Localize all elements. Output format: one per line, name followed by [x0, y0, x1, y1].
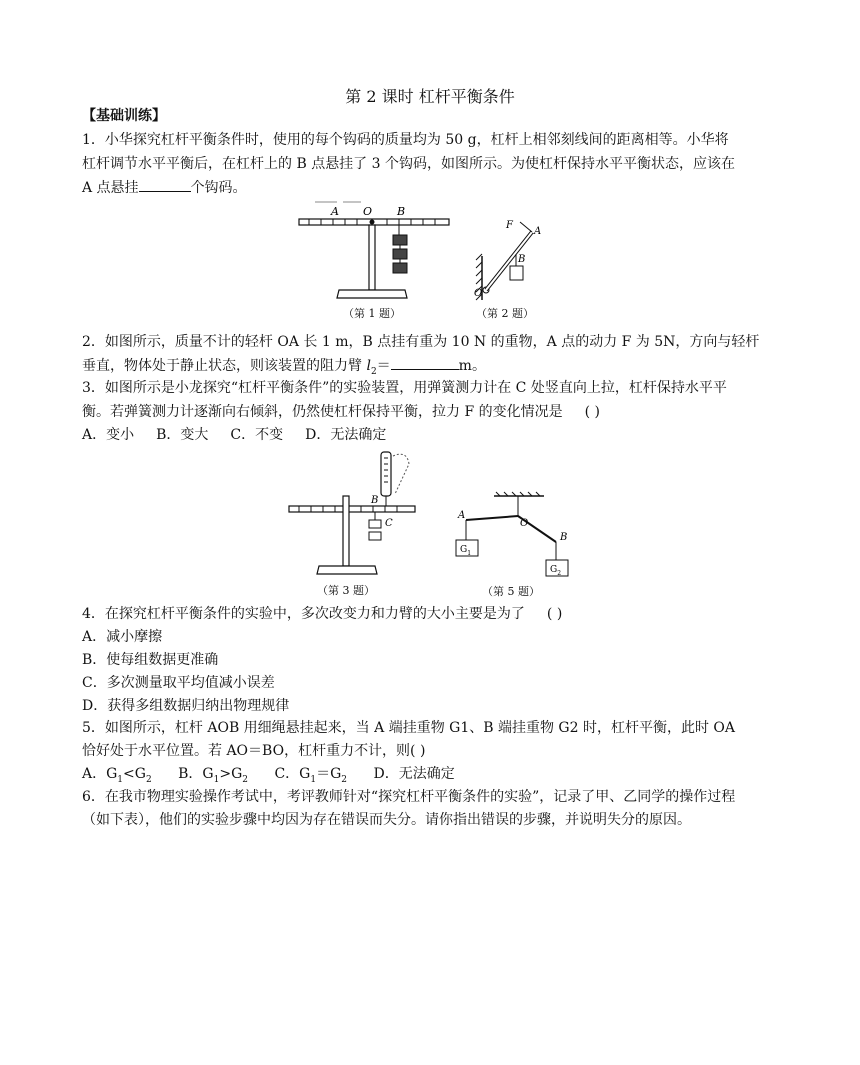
- q2-equals: ＝: [376, 358, 391, 374]
- fig1-label-a: A: [331, 205, 339, 218]
- q4-option-d[interactable]: D．获得多组数据归纳出物理规律: [82, 698, 290, 714]
- fig2-label-a: A: [534, 226, 542, 237]
- q5-options: [82, 764, 782, 790]
- q3-option-c[interactable]: C．不变: [230, 427, 284, 443]
- q4-stem-text: 4．在探究杠杆平衡条件的实验中，多次改变力和力臂的大小主要是为了: [82, 606, 525, 622]
- fig5-label-b: B: [560, 532, 568, 543]
- fig5-label-g1: $G_1$: [460, 545, 472, 557]
- q4-option-c[interactable]: C．多次测量取平均值减小误差: [82, 675, 275, 691]
- q1-line3-start: A 点悬挂: [82, 180, 139, 196]
- fig2-label-f: F: [506, 220, 513, 231]
- q2-var-l: l: [366, 358, 371, 374]
- fig2-caption: （第 2 题）: [476, 307, 534, 320]
- q3-options: [82, 425, 782, 445]
- spring-scale-lever-diagram: [285, 446, 425, 581]
- q2-answer-blank[interactable]: [391, 355, 459, 370]
- q2-line2-end: m。: [458, 358, 486, 374]
- fig1-label-o: O: [363, 205, 373, 218]
- q6-line2: （如下表），他们的实验步骤中均因为存在错误而失分。请你指出错误的步骤，并说明失分的原因。: [82, 812, 691, 828]
- q3-option-b[interactable]: B．变大: [156, 427, 209, 443]
- figure-3: [285, 446, 425, 598]
- q2-var-sub: 2: [370, 366, 377, 377]
- q2-line2-start: 垂直，物体处于静止状态，则该装置的阻力臂: [82, 358, 367, 374]
- figure-2: [472, 218, 562, 325]
- q5-option-c[interactable]: C．$G_1=G_2$: [274, 766, 348, 785]
- q6-line1: 6．在我市物理实验操作考试中，考评教师针对“探究杠杆平衡条件的实验”，记录了甲、乙同学的操作过程: [82, 789, 736, 805]
- fig5-label-o: O: [520, 518, 529, 529]
- q1-line2: 杠杆调节水平平衡后，在杠杆上的 B 点悬挂了 3 个钩码，如图所示。为使杠杆保持水平平衡状态，应该在: [82, 156, 735, 172]
- q1-line1: 1．小华探究杠杆平衡条件时，使用的每个钩码的质量均为 50 g，杠杆上相邻刻线间的距离相等。小华将: [82, 132, 729, 148]
- fig5-label-g2: $G_2$: [550, 565, 562, 577]
- q1-line3: [82, 177, 782, 198]
- fig2-label-o: O: [474, 288, 483, 299]
- q5-line1: 5．如图所示，杠杆 AOB 用细绳悬挂起来，当 A 端挂重物 G1、B 端挂重物 G2 时，杠杆平衡，此时 OA: [82, 720, 736, 736]
- section-label: 【基础训练】: [82, 108, 166, 124]
- fig5-label-a: A: [458, 510, 466, 521]
- q3-option-a[interactable]: A．变小: [82, 427, 135, 443]
- q2-line1: 2．如图所示，质量不计的轻杆 OA 长 1 m，B 点挂有重为 10 N 的重物，A 点的动力 F 为 5N，方向与轻杆: [82, 334, 760, 350]
- q5-option-a[interactable]: A．$G_1<G_2$: [82, 766, 152, 785]
- q3-line2: [82, 402, 782, 422]
- q4-answer-paren[interactable]: ( ): [546, 606, 563, 622]
- page-title: 第 2 课时 杠杆平衡条件: [345, 87, 515, 106]
- q4-stem: [82, 604, 782, 624]
- figure-5: [448, 490, 583, 598]
- fig3-label-b: B: [371, 495, 379, 506]
- fig2-label-b: B: [518, 254, 526, 265]
- q1-line3-end: 个钩码。: [190, 180, 247, 196]
- q5-line2: 恰好处于水平位置。若 AO＝BO，杠杆重力不计，则( ): [82, 743, 426, 759]
- fig3-caption: （第 3 题）: [317, 584, 375, 597]
- fig5-caption: （第 5 题）: [482, 585, 540, 598]
- fig3-label-c: C: [385, 518, 393, 529]
- q1-answer-blank[interactable]: [139, 177, 191, 192]
- figure-1: [295, 200, 455, 325]
- q4-option-a[interactable]: A．减小摩擦: [82, 629, 163, 645]
- fig1-caption: （第 1 题）: [343, 307, 401, 320]
- q3-line1: 3．如图所示是小龙探究“杠杆平衡条件”的实验装置，用弹簧测力计在 C 处竖直向上拉，杠杆保持水平平: [82, 380, 727, 396]
- q3-option-d[interactable]: D．无法确定: [305, 427, 387, 443]
- q5-option-d[interactable]: D．无法确定: [373, 766, 455, 782]
- q4-option-b[interactable]: B．使每组数据更准确: [82, 652, 219, 668]
- q3-line2-text: 衡。若弹簧测力计逐渐向右倾斜，仍然使杠杆保持平衡，拉力 F 的变化情况是: [82, 404, 563, 420]
- fig1-label-b: B: [397, 205, 406, 218]
- hanging-lever-diagram: [448, 490, 583, 582]
- q5-option-b[interactable]: B．$G_1>G_2$: [178, 766, 249, 785]
- q3-answer-paren[interactable]: ( ): [584, 404, 600, 420]
